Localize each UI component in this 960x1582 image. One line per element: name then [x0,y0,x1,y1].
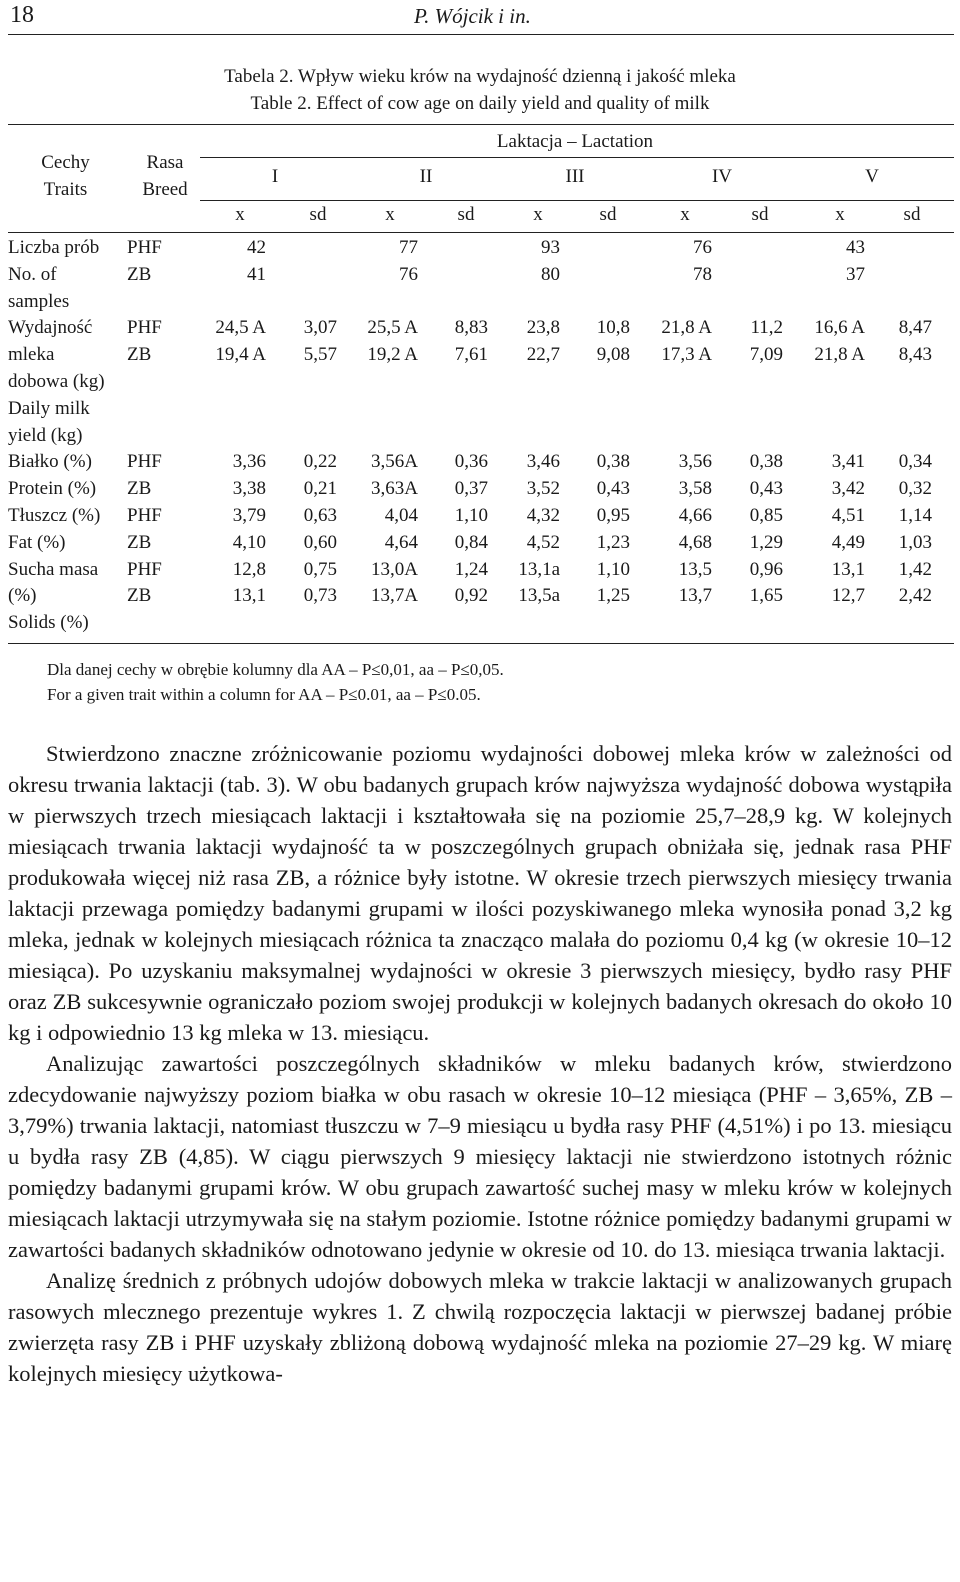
cell-mean: 41 [247,264,266,285]
cell-sd: 0,38 [749,451,783,472]
header-breed-en: Breed [142,179,188,200]
header-sd: sd [457,204,475,225]
cell-mean: 3,56A [371,451,418,472]
cell-mean: 3,46 [526,451,560,472]
body-text [8,738,952,1389]
cell-mean: 4,49 [831,532,865,553]
cell-sd: 1,10 [596,559,630,580]
cell-sd: 0,96 [749,559,783,580]
cell-mean: 76 [399,264,418,285]
cell-sd: 8,43 [898,344,932,365]
cell-sd: 5,57 [303,344,337,365]
paragraph: Analizując zawartości poszczególnych składników w mleku badanych krów, stwierdzono zdecydowanie najwyższy poziom białka w obu rasach w okresie 10–12 miesiąca (PHF – 3,65%, ZB – 3,79%) trwania laktacji, natomiast tłuszczu w 7–9 miesiącu u bydła rasy PHF (4,51%) i po 13. miesiącu u bydła rasy ZB (4,85). W ciągu pierwszych 9 miesięcy laktacji nie stwierdzono istotnych różnic pomiędzy badanymi grupami krów. W obu grupach zawartość suchej masy w mleku krów w kolejnych miesiącach laktacji utrzymywała się na stałym poziomie. Istotne różnice pomiędzy badanymi grupami w zawartości badanych składników odnotowano jedynie w okresie od 10. do 13. miesiąca trwania laktacji. [8,1051,952,1262]
header-x: x [680,204,690,225]
cell-mean: 19,2 A [367,344,418,365]
cell-mean: 19,4 A [215,344,266,365]
header-sd: sd [599,204,617,225]
row-trait-label: Protein (%) [8,478,97,499]
table-top-rule [8,124,954,125]
cell-mean: 13,5 [678,559,712,580]
cell-mean: 76 [693,237,712,258]
cell-sd: 7,09 [749,344,783,365]
row-trait-label: Liczba prób [8,237,100,258]
cell-mean: 13,1 [831,559,865,580]
cell-mean: 80 [541,264,560,285]
cell-sd: 0,73 [303,585,337,606]
header-traits-en: Traits [43,179,88,200]
cell-sd: 1,14 [898,505,932,526]
cell-sd: 7,61 [454,344,488,365]
row-trait-label: Fat (%) [8,532,66,553]
header-rule-bottom [8,232,954,233]
cell-mean: 4,64 [384,532,418,553]
row-trait-label: Daily milk [8,398,90,419]
cell-sd: 8,47 [898,317,932,338]
header-lactation-2: II [419,166,433,187]
cell-sd: 0,43 [749,478,783,499]
cell-mean: 3,58 [678,478,712,499]
cell-sd: 9,08 [596,344,630,365]
row-breed: ZB [127,585,152,606]
cell-mean: 4,52 [526,532,560,553]
cell-sd: 1,29 [749,532,783,553]
cell-mean: 21,8 A [814,344,865,365]
row-trait-label: yield (kg) [8,425,83,446]
cell-mean: 4,51 [831,505,865,526]
cell-sd: 1,10 [454,505,488,526]
cell-mean: 13,1a [518,559,560,580]
cell-mean: 3,56 [678,451,712,472]
header-lactation-1: I [271,166,279,187]
header-sd: sd [309,204,327,225]
cell-sd: 0,22 [303,451,337,472]
cell-mean: 43 [846,237,865,258]
cell-mean: 3,38 [232,478,266,499]
cell-sd: 0,60 [303,532,337,553]
page-number: 18 [10,2,34,28]
cell-mean: 13,0A [371,559,418,580]
header-sd: sd [903,204,921,225]
row-breed: PHF [127,237,162,258]
cell-sd: 2,42 [898,585,932,606]
header-lactation-4: IV [711,166,733,187]
header-lactation-3: III [565,166,585,187]
row-breed: ZB [127,344,152,365]
row-breed: PHF [127,451,162,472]
cell-mean: 42 [247,237,266,258]
header-breed-pl: Rasa [146,152,184,173]
cell-sd: 0,95 [596,505,630,526]
header-rule-sub [200,200,954,201]
cell-mean: 4,32 [526,505,560,526]
cell-sd: 0,21 [303,478,337,499]
cell-mean: 3,52 [526,478,560,499]
cell-sd: 0,85 [749,505,783,526]
cell-sd: 1,42 [898,559,932,580]
cell-mean: 13,7A [371,585,418,606]
cell-sd: 0,34 [898,451,932,472]
row-trait-label: Solids (%) [8,612,89,633]
cell-sd: 1,65 [749,585,783,606]
cell-mean: 4,10 [232,532,266,553]
paragraph: Analizę średnich z próbnych udojów dobowych mleka w trakcie laktacji w analizowanych grupach rasowych mlecznego prezentuje wykres 1. Z chwilą rozpoczęcia laktacji w pierwszej badanej próbie zwierzęta rasy ZB i PHF uzyskały zbliżoną dobową wydajność mleka na poziomie 27–29 kg. W miarę kolejnych miesięcy użytkowa- [8,1268,952,1386]
header-x: x [835,204,845,225]
page-header [0,0,960,28]
cell-sd: 0,84 [454,532,488,553]
cell-mean: 25,5 A [367,317,418,338]
row-trait-label: (%) [8,585,37,606]
row-trait-label: Tłuszcz (%) [8,505,101,526]
running-head: P. Wójcik i in. [414,4,531,28]
cell-mean: 78 [693,264,712,285]
cell-sd: 3,07 [303,317,337,338]
paragraph: Stwierdzono znaczne zróżnicowanie poziomu wydajności dobowej mleka krów w zależności od okresu trwania laktacji (tab. 3). W obu badanych grupach krów najwyższa wydajność dobowa wystąpiła w pierwszych trzech miesiącach laktacji i kształtowała się na poziomie 25,7–28,9 kg. W kolejnych miesiącach trwania laktacji wydajność ta w poszczególnych grupach obniżała się, jednak rasa PHF produkowała więcej niż rasa ZB, a różnice były istotne. W okresie trzech pierwszych miesięcy trwania laktacji przewaga pomiędzy badanymi grupami w ilości pozyskiwanego mleka wynosiła ponad 3,2 kg mleka, jednak w kolejnych miesiącach różnica ta znacząco malała do poziomu 0,4 kg (w okresie 10–12 miesiąca). Po uzyskaniu maksymalnej wydajności w okresie 3 pierwszych miesięcy, bydło rasy PHF oraz ZB sukcesywnie ograniczało poziom swojej produkcji w kolejnych badanych okresach do około 10 kg i odpowiednio 13 kg mleka w 13. miesiącu. [8,741,952,1045]
cell-sd: 1,23 [596,532,630,553]
cell-mean: 21,8 A [661,317,712,338]
cell-mean: 24,5 A [215,317,266,338]
table-bottom-rule [8,643,954,644]
cell-sd: 10,8 [596,317,630,338]
cell-sd: 1,25 [596,585,630,606]
cell-mean: 3,42 [831,478,865,499]
header-lactation: Laktacja – Lactation [496,131,654,152]
cell-sd: 0,43 [596,478,630,499]
cell-sd: 0,37 [454,478,488,499]
header-traits-pl: Cechy [41,152,90,173]
cell-mean: 3,41 [831,451,865,472]
cell-mean: 3,63A [371,478,418,499]
cell-mean: 13,5a [518,585,560,606]
row-breed: ZB [127,532,152,553]
row-trait-label: dobowa (kg) [8,371,105,392]
cell-mean: 23,8 [526,317,560,338]
header-rule [8,34,954,35]
cell-mean: 77 [399,237,418,258]
header-sd: sd [751,204,769,225]
cell-mean: 3,36 [232,451,266,472]
cell-mean: 3,79 [232,505,266,526]
cell-mean: 4,04 [384,505,418,526]
row-trait-label: Białko (%) [8,451,92,472]
cell-sd: 0,38 [596,451,630,472]
cell-mean: 22,7 [526,344,560,365]
cell-sd: 1,03 [898,532,932,553]
cell-mean: 16,6 A [814,317,865,338]
row-trait-label: mleka [8,344,55,365]
table-caption-en: Table 2. Effect of cow age on daily yield and quality of milk [250,93,710,114]
cell-sd: 0,63 [303,505,337,526]
cell-sd: 0,32 [898,478,932,499]
cell-mean: 12,7 [831,585,865,606]
row-breed: PHF [127,559,162,580]
cell-mean: 17,3 A [661,344,712,365]
row-breed: ZB [127,264,152,285]
table-note-pl: Dla danej cechy w obrębie kolumny dla AA – P≤0,01, aa – P≤0,05. [47,660,504,679]
cell-sd: 1,24 [454,559,488,580]
table-caption-pl: Tabela 2. Wpływ wieku krów na wydajność dzienną i jakość mleka [224,66,736,87]
row-trait-label: samples [8,291,70,312]
cell-mean: 13,1 [232,585,266,606]
cell-mean: 4,68 [678,532,712,553]
row-trait-label: No. of [8,264,57,285]
row-breed: ZB [127,478,152,499]
cell-sd: 0,92 [454,585,488,606]
cell-sd: 11,2 [750,317,783,338]
row-breed: PHF [127,317,162,338]
row-trait-label: Sucha masa [8,559,99,580]
cell-mean: 12,8 [232,559,266,580]
table-note-en: For a given trait within a column for AA – P≤0.01, aa – P≤0.05. [47,685,481,704]
cell-mean: 37 [846,264,865,285]
header-rule-lactation [200,157,954,158]
row-trait-label: Wydajność [8,317,93,338]
header-x: x [533,204,543,225]
row-breed: PHF [127,505,162,526]
cell-sd: 0,36 [454,451,488,472]
header-lactation-5: V [865,166,879,187]
cell-sd: 8,83 [454,317,488,338]
cell-sd: 0,75 [303,559,337,580]
cell-mean: 4,66 [678,505,712,526]
cell-mean: 13,7 [678,585,712,606]
header-x: x [385,204,395,225]
cell-mean: 93 [541,237,560,258]
header-x: x [235,204,245,225]
